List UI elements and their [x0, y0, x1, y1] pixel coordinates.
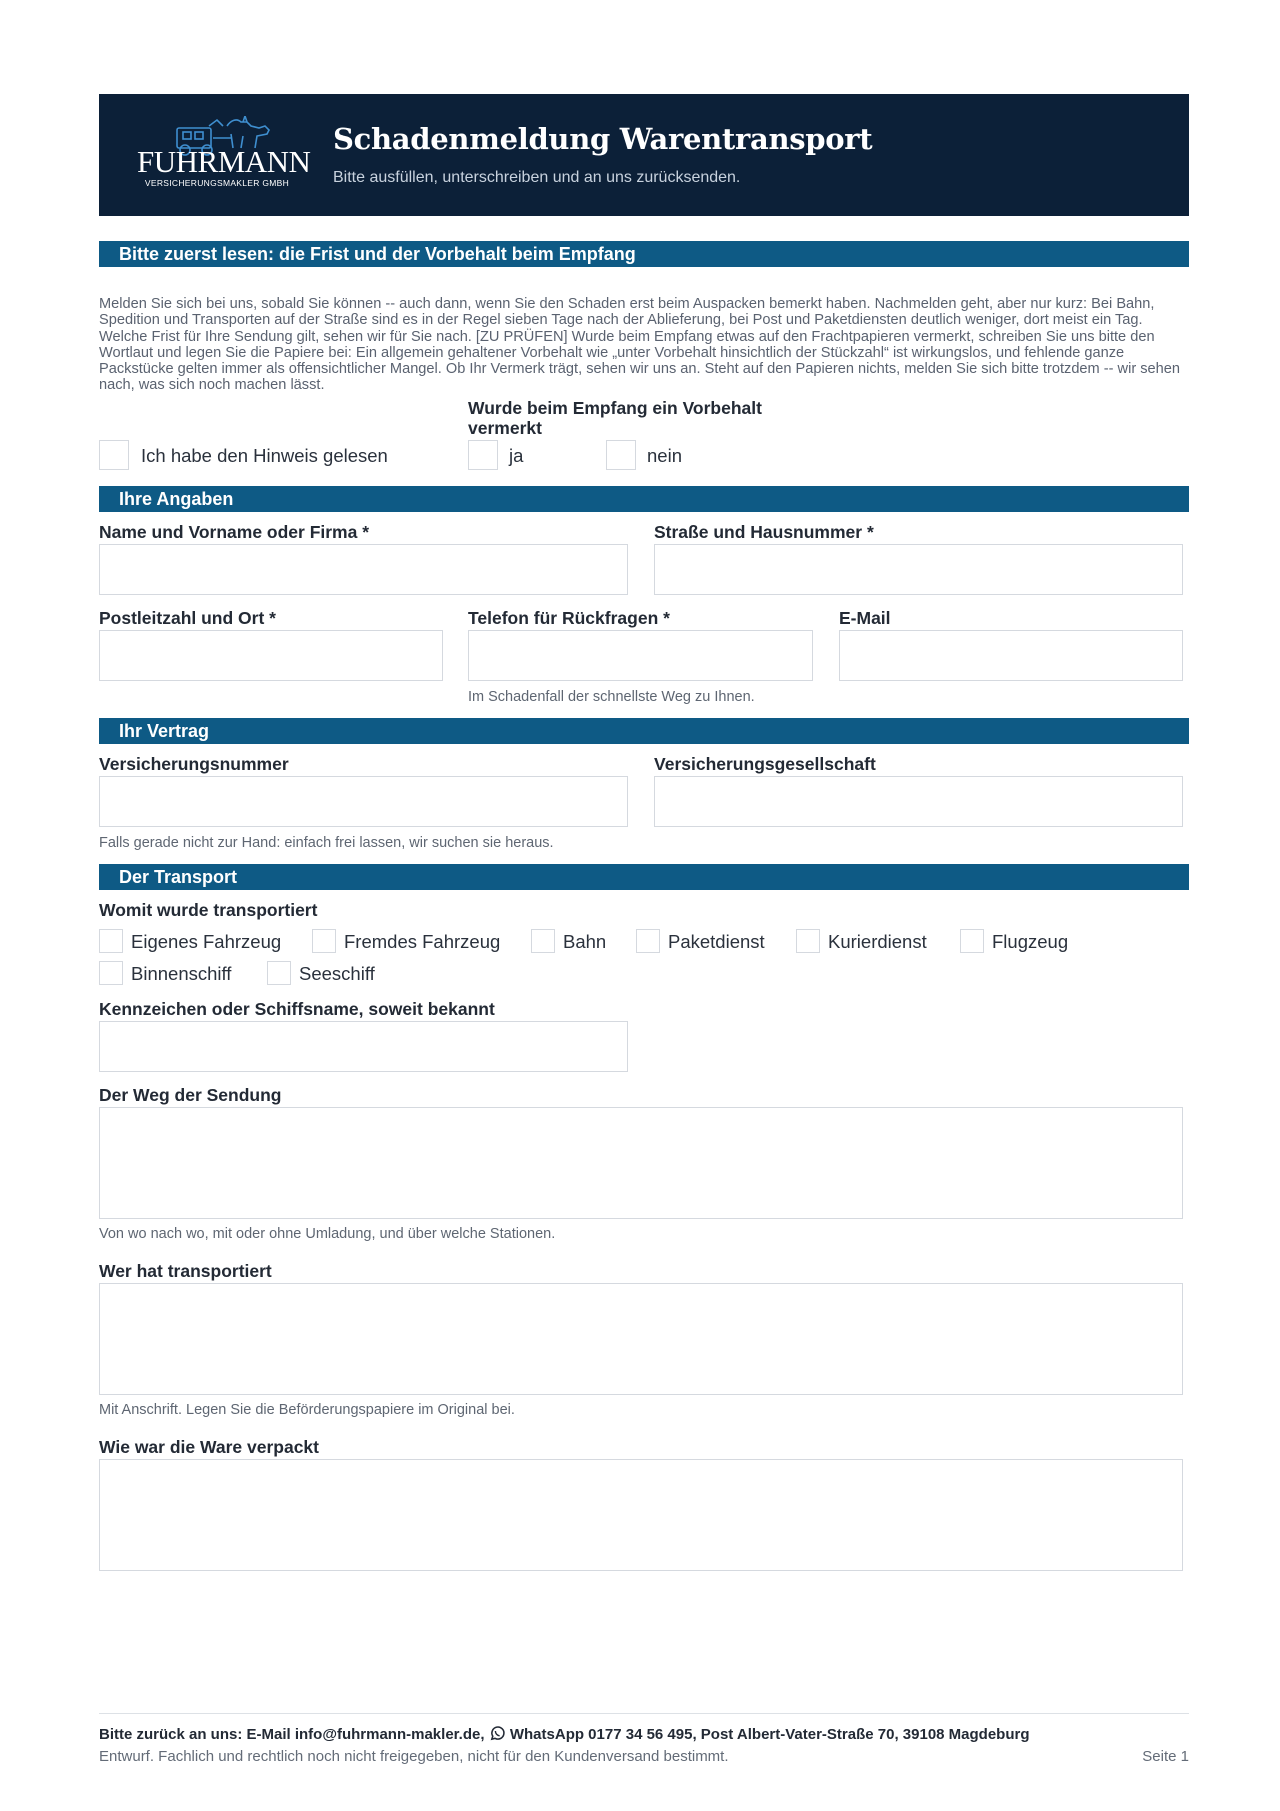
read-notice-label: Ich habe den Hinweis gelesen — [141, 445, 388, 466]
option-courier-label: Kurierdienst — [828, 931, 927, 952]
phone-hint: Im Schadenfall der schnellste Weg zu Ihnen. — [468, 689, 755, 705]
phone-field[interactable] — [468, 630, 813, 681]
city-label: Postleitzahl und Ort * — [99, 608, 276, 628]
transport-means-label: Womit wurde transportiert — [99, 900, 318, 920]
insurer-field[interactable] — [654, 776, 1183, 827]
name-label: Name und Vorname oder Firma * — [99, 522, 370, 542]
page-subtitle: Bitte ausfüllen, unterschreiben und an uns zurücksenden. — [333, 169, 741, 186]
email-field[interactable] — [839, 630, 1183, 681]
policy-number-field[interactable] — [99, 776, 628, 827]
logo-wordmark: FUHRMANN — [137, 144, 311, 179]
footer-divider — [99, 1713, 1189, 1714]
carrier-field[interactable] — [99, 1283, 1183, 1395]
section-heading-notice: Bitte zuerst lesen: die Frist und der Vorbehalt beim Empfang — [99, 241, 1189, 267]
draft-note: Entwurf. Fachlich und rechtlich noch nicht freigegeben, nicht für den Kundenversand bestimmt. — [99, 1748, 729, 1765]
city-field[interactable] — [99, 630, 443, 681]
footer-contact-suffix: WhatsApp 0177 34 56 495, Post Albert-Vater-Straße 70, 39108 Magdeburg — [509, 1726, 1030, 1743]
option-airplane-checkbox[interactable] — [960, 929, 984, 953]
plate-label: Kennzeichen oder Schiffsname, soweit bekannt — [99, 999, 495, 1019]
footer-contact-prefix: Bitte zurück an uns: E-Mail info@fuhrmann-makler.de, — [99, 1726, 485, 1743]
footer-contact — [99, 1725, 1030, 1743]
street-label: Straße und Hausnummer * — [654, 522, 874, 542]
reservation-yes-checkbox[interactable] — [468, 440, 498, 470]
notice-text: Melden Sie sich bei uns, sobald Sie können -- auch dann, wenn Sie den Schaden erst beim Auspacken bemerkt haben. Nachmelden geht, aber nur kurz: Bei Bahn, Spedition und Transporten auf der Straße sind es in der Regel sieben Tage nach der Ablieferung, bei Post und Paketdiensten deutlich weniger, dort meist ein Tag. Welche Frist für Ihre Sendung gilt, sehen wir für Sie nach. [ZU PRÜFEN] Wurde beim Empfang etwas auf den Frachtpapieren vermerkt, schreiben Sie uns bitte den Wortlaut und legen Sie die Papiere bei: Ein allgemein gehaltener Vorbehalt wie „unter Vorbehalt hinsichtlich der Stückzahl“ ist wirkungslos, und fehlende ganze Packstücke gelten immer als offensichtlicher Mangel. Ob Ihr Vermerk trägt, sehen wir uns an. Steht auf den Papieren nichts, melden Sie sich bitte trotzdem -- wir sehen nach, was sich noch machen lässt. — [99, 296, 1180, 394]
option-parcel-checkbox[interactable] — [636, 929, 660, 953]
option-sea-ship-checkbox[interactable] — [267, 961, 291, 985]
carrier-hint: Mit Anschrift. Legen Sie die Beförderungspapiere im Original bei. — [99, 1402, 515, 1418]
policy-number-label: Versicherungsnummer — [99, 754, 289, 774]
route-hint: Von wo nach wo, mit oder ohne Umladung, und über welche Stationen. — [99, 1226, 556, 1242]
option-rail-checkbox[interactable] — [531, 929, 555, 953]
packing-field[interactable] — [99, 1459, 1183, 1571]
phone-label: Telefon für Rückfragen * — [468, 608, 670, 628]
route-field[interactable] — [99, 1107, 1183, 1219]
option-foreign-vehicle-label: Fremdes Fahrzeug — [344, 931, 501, 952]
section-heading-transport: Der Transport — [99, 864, 1189, 890]
option-courier-checkbox[interactable] — [796, 929, 820, 953]
option-own-vehicle-checkbox[interactable] — [99, 929, 123, 953]
plate-field[interactable] — [99, 1021, 628, 1072]
option-parcel-label: Paketdienst — [668, 931, 765, 952]
section-heading-contract: Ihr Vertrag — [99, 718, 1189, 744]
option-foreign-vehicle-checkbox[interactable] — [312, 929, 336, 953]
insurer-label: Versicherungsgesellschaft — [654, 754, 876, 774]
page-title: Schadenmeldung Warentransport — [333, 122, 873, 156]
option-own-vehicle-label: Eigenes Fahrzeug — [131, 931, 282, 952]
street-field[interactable] — [654, 544, 1183, 595]
read-notice-checkbox[interactable] — [99, 440, 129, 470]
email-label: E-Mail — [839, 608, 891, 628]
route-label: Der Weg der Sendung — [99, 1085, 282, 1105]
page-number: Seite 1 — [1142, 1748, 1189, 1765]
carrier-label: Wer hat transportiert — [99, 1261, 272, 1281]
reservation-no-label: nein — [647, 445, 682, 466]
whatsapp-icon — [489, 1725, 506, 1742]
company-logo — [137, 116, 311, 196]
packing-label: Wie war die Ware verpackt — [99, 1437, 319, 1457]
option-sea-ship-label: Seeschiff — [299, 963, 375, 984]
option-inland-ship-checkbox[interactable] — [99, 961, 123, 985]
contract-hint: Falls gerade nicht zur Hand: einfach frei lassen, wir suchen sie heraus. — [99, 835, 554, 851]
option-inland-ship-label: Binnenschiff — [131, 963, 232, 984]
form-header — [99, 94, 1189, 216]
option-rail-label: Bahn — [563, 931, 607, 952]
option-airplane-label: Flugzeug — [992, 931, 1069, 952]
reservation-yes-label: ja — [509, 445, 524, 466]
reservation-no-checkbox[interactable] — [606, 440, 636, 470]
name-field[interactable] — [99, 544, 628, 595]
reservation-question: Wurde beim Empfang ein Vorbehalt vermerkt — [468, 398, 762, 438]
logo-subtitle: VERSICHERUNGSMAKLER GMBH — [144, 178, 290, 188]
section-heading-personal: Ihre Angaben — [99, 486, 1189, 512]
